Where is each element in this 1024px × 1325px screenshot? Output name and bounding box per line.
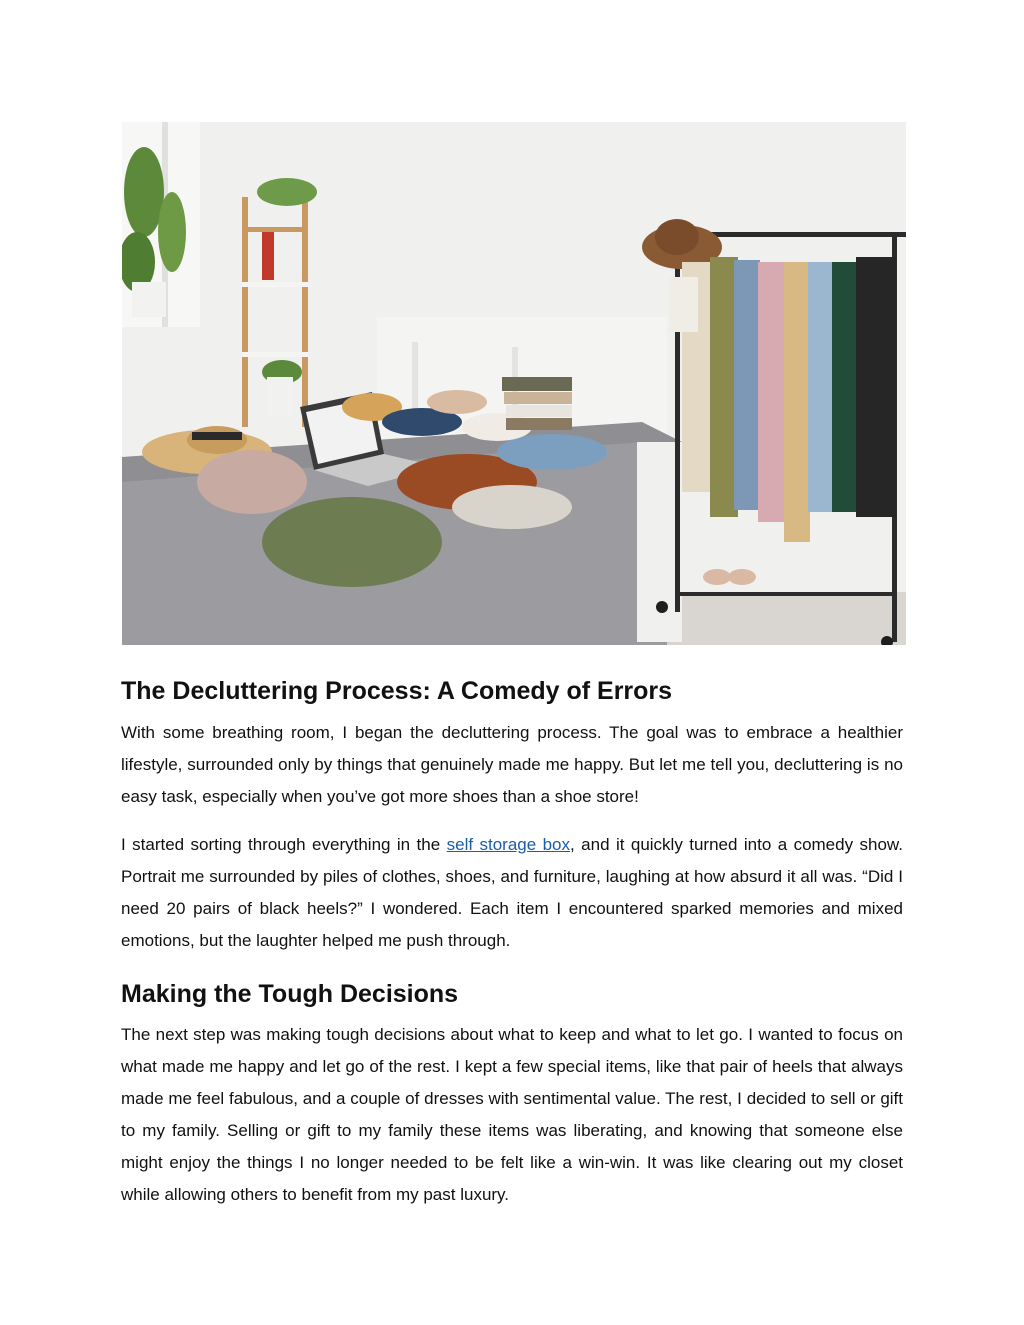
section-heading: The Decluttering Process: A Comedy of Errors bbox=[121, 677, 673, 705]
paragraph-text-after: , and it quickly turned into a comedy show. Portrait me surrounded by piles of clothes, shoes, and furniture, laughing at how absurd it all was. “Did I need 20 pairs of black heels?” I wondered. Each item I encountered sparked memories and mixed emotions, but the laughter helped me push through. bbox=[121, 835, 903, 950]
paragraph-text: With some breathing room, I began the decluttering process. The goal was to embrace a healthier lifestyle, surrounded only by things that genuinely made me happy. But let me tell you, decluttering is no easy task, especially when you’ve got more shoes than a shoe store! bbox=[121, 723, 903, 806]
paragraph bbox=[121, 717, 903, 813]
paragraph-text bbox=[121, 829, 903, 957]
bedroom-decluttering-photo-icon bbox=[122, 122, 906, 645]
bedroom-photo bbox=[122, 122, 906, 645]
section-tough-decisions bbox=[121, 979, 903, 1009]
section-heading: Making the Tough Decisions bbox=[121, 980, 459, 1008]
section-decluttering bbox=[121, 676, 903, 706]
paragraph-text-before: I started sorting through everything in the bbox=[121, 835, 447, 854]
paragraph-text: The next step was making tough decisions about what to keep and what to let go. I wanted to focus on what made me happy and let go of the rest. I kept a few special items, like that pair of heels that always made me feel fabulous, and a couple of dresses with sentimental value. The rest, I decided to sell or gift to my family. Selling or gift to my family these items was liberating, and knowing that someone else might enjoy the things I no longer needed to be felt like a win-win. It was like clearing out my closet while allowing others to benefit from my past luxury. bbox=[121, 1025, 903, 1204]
paragraph bbox=[121, 829, 903, 957]
paragraph bbox=[121, 1019, 903, 1211]
self-storage-box-link[interactable]: self storage box bbox=[446, 835, 571, 854]
